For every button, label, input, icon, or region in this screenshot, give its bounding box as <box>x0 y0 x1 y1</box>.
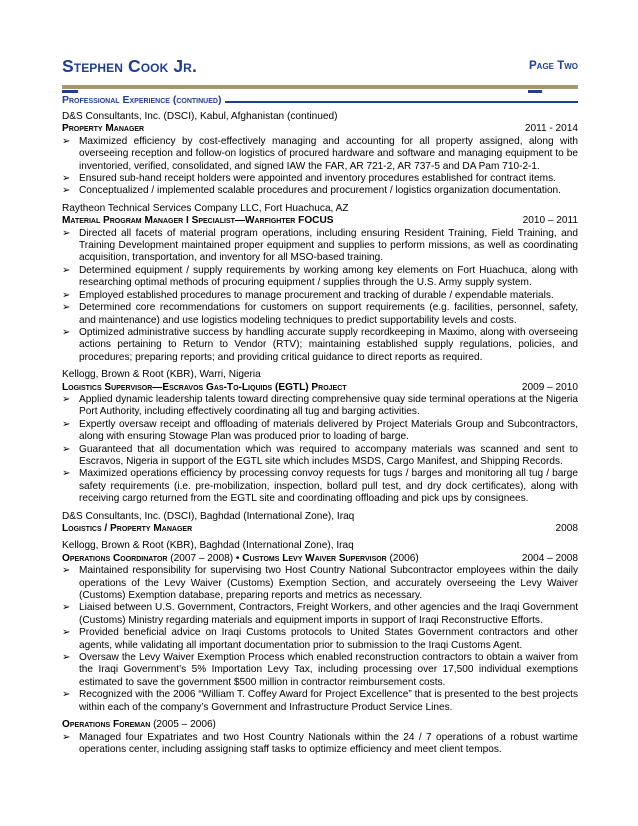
job-dates: 2009 – 2010 <box>521 381 578 393</box>
job-title: Property Manager <box>62 123 145 135</box>
bullet-list <box>62 565 578 714</box>
list-item: ➢ Maximized operations efficiency by processing convoy requests for tugs / barges and monitoring all tug / barge safety requirements (i.e. pre-mobilization, inspection, bollard pull test, and dry dock certificates), along with receiving cargo returned from the EGTL site and coordinating offloading and pick ups by consignees. <box>62 468 578 505</box>
header <box>62 56 578 80</box>
job-title-years: (2005 – 2006) <box>153 719 216 731</box>
job-title: Operations Foreman <box>62 719 151 731</box>
list-item: ➢ Managed four Expatriates and two Host Country Nationals within the 24 / 7 operations of a robust wartime operations center, including assigning staff tasks to optimize efficiency and meet client tempos. <box>62 732 578 757</box>
job-title: Logistics Supervisor—Escravos Gas-To-Liquids (EGTL) Project <box>62 381 347 393</box>
job-entry <box>62 369 578 505</box>
job-title-secondary-years: (2006) <box>389 552 419 564</box>
experience-list <box>62 111 578 756</box>
job-entry <box>62 203 578 364</box>
job-dates: 2004 – 2008 <box>521 552 578 564</box>
list-item: ➢ Maximized efficiency by cost-effectively managing and accounting for all property assigned, along with overseeing reception and follow-on logistics of procured hardware and software and managing equipment to be inventoried, verified, consolidated, and signed IAW the FAR, AR 721-2, AR 737-5 and DA Pam 710-2-1. <box>62 136 578 173</box>
list-item: ➢ Determined core recommendations for customers on support requirements (e.g. facilities, personnel, safety, and maintenance) and use logistics modeling techniques to predict supportability levels and costs. <box>62 302 578 327</box>
section-header <box>62 94 578 108</box>
section-title: Professional Experience (continued) <box>62 94 225 106</box>
job-title-line <box>62 553 419 565</box>
list-item: ➢ Provided beneficial advice on Iraqi Customs protocols to United States Government contractors and other agents, while validating all important documentation prior to submission to the Iraqi Customs Agent. <box>62 627 578 652</box>
list-item: ➢ Determined equipment / supply requirements by working among key elements on Fort Huachuca, along with researching optimal methods of procuring equipment / supplies through the U.S. Army supply system. <box>62 265 578 290</box>
list-item: ➢ Oversaw the Levy Waiver Exemption Process which enabled reconstruction contractors to obtain a waiver from the Iraqi Government’s 5% Importation Levy Tax, including processing over 17,500 individual exemptions estimated to save the government $500 million in contractor reimbursement costs. <box>62 652 578 689</box>
job-entry <box>62 719 578 756</box>
job-title: Material Program Manager I Specialist—Warfighter FOCUS <box>62 215 334 227</box>
list-item: ➢ Ensured sub-hand receipt holders were appointed and inventory procedures established for contract items. <box>62 173 578 185</box>
list-item: ➢ Recognized with the 2006 “William T. Coffey Award for Project Excellence” that is presented to the best projects within each of the company’s Government and Infrastructure Product Service Lines. <box>62 689 578 714</box>
company-name: Kellogg, Brown & Root (KBR), Warri, Nigeria <box>62 369 261 381</box>
company-name: D&S Consultants, Inc. (DSCI), Kabul, Afghanistan (continued) <box>62 111 338 122</box>
company-name: D&S Consultants, Inc. (DSCI), Baghdad (International Zone), Iraq <box>62 510 355 522</box>
list-item: ➢ Employed established procedures to manage procurement and tracking of durable / expendable materials. <box>62 290 578 302</box>
role-line <box>62 553 578 565</box>
company-name: Raytheon Technical Services Company LLC, Fort Huachuca, AZ <box>62 202 349 214</box>
role-line <box>62 523 578 535</box>
bullet-list <box>62 136 578 198</box>
role-line <box>62 123 578 135</box>
list-item: ➢ Maintained responsibility for supervising two Host Country National Subcontractor employees within the daily operations of the Levy Waiver (Customs) Exemption Section, and accurately overseeing the Levy Waiver (Customs) Exemption database, preparing reports and metrics as necessary. <box>62 565 578 602</box>
list-item: ➢ Applied dynamic leadership talents toward directing comprehensive quay side terminal operations at the Nigeria Port Authority, including effectively coordinating all tug and barging activities. <box>62 394 578 419</box>
job-entry <box>62 540 578 714</box>
bullet-list <box>62 732 578 757</box>
job-title: Logistics / Property Manager <box>62 523 193 534</box>
bullet-list <box>62 228 578 364</box>
job-title: Operations Coordinator <box>62 552 168 564</box>
job-title-line <box>62 719 216 731</box>
role-line <box>62 719 578 731</box>
job-entry <box>62 511 578 536</box>
job-dates: 2010 – 2011 <box>522 215 578 227</box>
list-item: ➢ Optimized administrative success by handling accurate supply recordkeeping in Maximo, along with overseeing actions pertaining to Return to Vendor (RTV); maintaining established supply regulations, policies, and procedures; preparing reports; and providing critical guidance to direct reports as required. <box>62 327 578 364</box>
job-dates: 2008 <box>555 523 578 534</box>
job-entry <box>62 111 578 198</box>
role-line <box>62 215 578 227</box>
page-label: Page Two <box>529 60 578 72</box>
list-item: ➢ Liaised between U.S. Government, Contractors, Freight Workers, and other agencies and the Iraqi Government (Customs) Ministry regarding materials and equipment imports in support of Iraqi Reconstructive Efforts. <box>62 602 578 627</box>
job-dates: 2011 - 2014 <box>524 123 578 135</box>
list-item: ➢ Expertly oversaw receipt and offloading of materials delivered by Project Materials Group and Subcontractors, along with ensuring Stowage Plan was produced prior to loading of barge. <box>62 419 578 444</box>
list-item: ➢ Directed all facets of material program operations, including ensuring Resident Training, Field Training, and Training Development maintained proper equipment and supplies to perform missions, as well as coordinating acquisition, transportation, and inventory for all MSO-based training. <box>62 228 578 265</box>
job-title-years: (2007 – 2008) • <box>170 552 240 564</box>
candidate-name: Stephen Cook Jr. <box>62 56 197 76</box>
job-title-secondary: Customs Levy Waiver Supervisor <box>242 552 387 564</box>
header-accent-right <box>528 90 542 93</box>
company-name: Kellogg, Brown & Root (KBR), Baghdad (International Zone), Iraq <box>62 540 354 552</box>
header-divider <box>62 85 578 89</box>
header-accent-left <box>62 90 78 93</box>
list-item: ➢ Conceptualized / implemented scalable procedures and procurement / logistics organization documentation. <box>62 185 578 197</box>
bullet-list <box>62 394 578 506</box>
list-item: ➢ Guaranteed that all documentation which was required to accompany materials was scanned and sent to Escravos, Nigeria in support of the EGTL site which includes MSDS, Cargo Manifest, and Shipping Records. <box>62 444 578 469</box>
role-line <box>62 382 578 394</box>
